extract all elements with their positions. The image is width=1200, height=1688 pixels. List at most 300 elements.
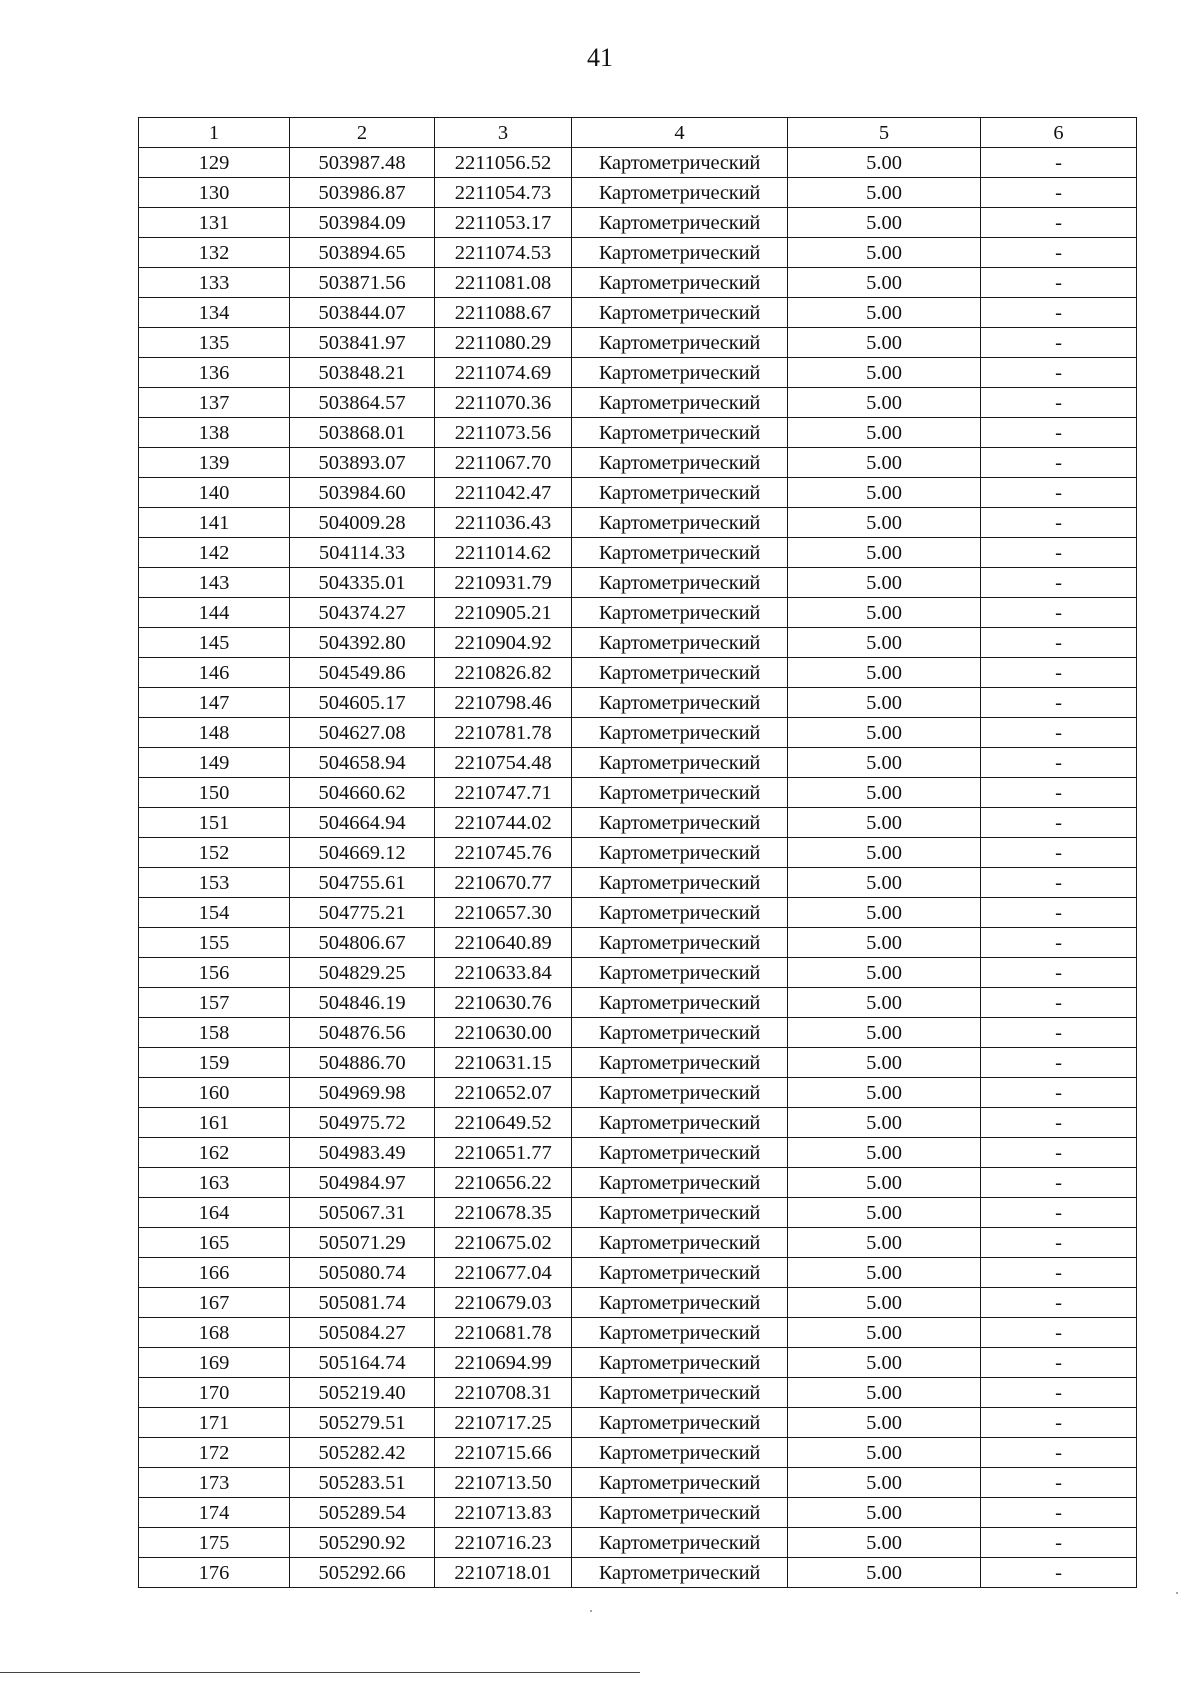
point-number-cell: 137 — [139, 388, 290, 418]
note-cell: - — [981, 628, 1137, 658]
note-cell: - — [981, 1378, 1137, 1408]
point-number-cell: 163 — [139, 1168, 290, 1198]
coordinate-x-cell: 504969.98 — [290, 1078, 435, 1108]
accuracy-cell: 5.00 — [788, 1228, 981, 1258]
coordinate-x-cell: 505219.40 — [290, 1378, 435, 1408]
accuracy-cell: 5.00 — [788, 538, 981, 568]
point-number-cell: 158 — [139, 1018, 290, 1048]
point-number-cell: 165 — [139, 1228, 290, 1258]
point-number-cell: 145 — [139, 628, 290, 658]
coordinate-x-cell: 504627.08 — [290, 718, 435, 748]
accuracy-cell: 5.00 — [788, 1258, 981, 1288]
determination-method-cell: Картометрический — [572, 1108, 788, 1138]
note-cell: - — [981, 328, 1137, 358]
point-number-cell: 140 — [139, 478, 290, 508]
determination-method-cell: Картометрический — [572, 538, 788, 568]
accuracy-cell: 5.00 — [788, 1378, 981, 1408]
table-row — [139, 568, 1137, 598]
accuracy-cell: 5.00 — [788, 238, 981, 268]
note-cell: - — [981, 238, 1137, 268]
determination-method-cell: Картометрический — [572, 298, 788, 328]
coordinate-x-cell: 503894.65 — [290, 238, 435, 268]
determination-method-cell: Картометрический — [572, 598, 788, 628]
note-cell: - — [981, 1018, 1137, 1048]
accuracy-cell: 5.00 — [788, 418, 981, 448]
point-number-cell: 142 — [139, 538, 290, 568]
note-cell: - — [981, 358, 1137, 388]
coordinate-x-cell: 505282.42 — [290, 1438, 435, 1468]
coordinate-y-cell: 2210754.48 — [435, 748, 572, 778]
point-number-cell: 156 — [139, 958, 290, 988]
note-cell: - — [981, 1558, 1137, 1588]
note-cell: - — [981, 1408, 1137, 1438]
point-number-cell: 143 — [139, 568, 290, 598]
point-number-cell: 172 — [139, 1438, 290, 1468]
coordinate-x-cell: 505081.74 — [290, 1288, 435, 1318]
coordinate-y-cell: 2210630.00 — [435, 1018, 572, 1048]
determination-method-cell: Картометрический — [572, 1048, 788, 1078]
table-row — [139, 988, 1137, 1018]
note-cell: - — [981, 418, 1137, 448]
point-number-cell: 134 — [139, 298, 290, 328]
note-cell: - — [981, 148, 1137, 178]
coordinate-x-cell: 504660.62 — [290, 778, 435, 808]
accuracy-cell: 5.00 — [788, 718, 981, 748]
note-cell: - — [981, 568, 1137, 598]
coordinate-y-cell: 2210633.84 — [435, 958, 572, 988]
table-row — [139, 778, 1137, 808]
determination-method-cell: Картометрический — [572, 508, 788, 538]
scan-speck — [590, 1610, 592, 1612]
note-cell: - — [981, 1108, 1137, 1138]
point-number-cell: 144 — [139, 598, 290, 628]
coordinate-y-cell: 2211088.67 — [435, 298, 572, 328]
coordinate-x-cell: 504392.80 — [290, 628, 435, 658]
table-row — [139, 1288, 1137, 1318]
coordinate-x-cell: 504984.97 — [290, 1168, 435, 1198]
coordinate-x-cell: 503841.97 — [290, 328, 435, 358]
coordinate-y-cell: 2210679.03 — [435, 1288, 572, 1318]
accuracy-cell: 5.00 — [788, 928, 981, 958]
point-number-cell: 151 — [139, 808, 290, 838]
table-row — [139, 658, 1137, 688]
coordinate-y-cell: 2210781.78 — [435, 718, 572, 748]
coordinate-x-cell: 504846.19 — [290, 988, 435, 1018]
determination-method-cell: Картометрический — [572, 1498, 788, 1528]
table-row — [139, 868, 1137, 898]
note-cell: - — [981, 808, 1137, 838]
determination-method-cell: Картометрический — [572, 568, 788, 598]
table-row — [139, 1018, 1137, 1048]
coordinate-y-cell: 2211073.56 — [435, 418, 572, 448]
table-row — [139, 1348, 1137, 1378]
table-row — [139, 448, 1137, 478]
coordinate-y-cell: 2211053.17 — [435, 208, 572, 238]
accuracy-cell: 5.00 — [788, 658, 981, 688]
footer-rule — [0, 1672, 640, 1673]
coordinate-y-cell: 2210717.25 — [435, 1408, 572, 1438]
point-number-cell: 147 — [139, 688, 290, 718]
determination-method-cell: Картометрический — [572, 928, 788, 958]
coordinate-y-cell: 2210677.04 — [435, 1258, 572, 1288]
point-number-cell: 130 — [139, 178, 290, 208]
coordinate-y-cell: 2210675.02 — [435, 1228, 572, 1258]
determination-method-cell: Картометрический — [572, 898, 788, 928]
table-row — [139, 748, 1137, 778]
accuracy-cell: 5.00 — [788, 748, 981, 778]
coordinate-x-cell: 504983.49 — [290, 1138, 435, 1168]
point-number-cell: 173 — [139, 1468, 290, 1498]
coordinate-y-cell: 2210826.82 — [435, 658, 572, 688]
determination-method-cell: Картометрический — [572, 358, 788, 388]
note-cell: - — [981, 1348, 1137, 1378]
note-cell: - — [981, 1318, 1137, 1348]
table-row — [139, 928, 1137, 958]
accuracy-cell: 5.00 — [788, 178, 981, 208]
accuracy-cell: 5.00 — [788, 508, 981, 538]
point-number-cell: 175 — [139, 1528, 290, 1558]
header-row — [139, 118, 1137, 148]
table-row — [139, 328, 1137, 358]
point-number-cell: 160 — [139, 1078, 290, 1108]
note-cell: - — [981, 988, 1137, 1018]
point-number-cell: 164 — [139, 1198, 290, 1228]
note-cell: - — [981, 778, 1137, 808]
note-cell: - — [981, 268, 1137, 298]
table-row — [139, 1378, 1137, 1408]
accuracy-cell: 5.00 — [788, 1318, 981, 1348]
point-number-cell: 162 — [139, 1138, 290, 1168]
table-row — [139, 1048, 1137, 1078]
table-row — [139, 268, 1137, 298]
accuracy-cell: 5.00 — [788, 1108, 981, 1138]
coordinate-y-cell: 2210649.52 — [435, 1108, 572, 1138]
accuracy-cell: 5.00 — [788, 448, 981, 478]
point-number-cell: 167 — [139, 1288, 290, 1318]
coordinate-x-cell: 503848.21 — [290, 358, 435, 388]
coordinate-x-cell: 504549.86 — [290, 658, 435, 688]
coordinate-x-cell: 504876.56 — [290, 1018, 435, 1048]
determination-method-cell: Картометрический — [572, 1138, 788, 1168]
coordinate-y-cell: 2210931.79 — [435, 568, 572, 598]
column-header-5: 5 — [788, 118, 981, 148]
determination-method-cell: Картометрический — [572, 418, 788, 448]
determination-method-cell: Картометрический — [572, 1378, 788, 1408]
determination-method-cell: Картометрический — [572, 1198, 788, 1228]
coordinate-x-cell: 503987.48 — [290, 148, 435, 178]
coordinate-x-cell: 504669.12 — [290, 838, 435, 868]
accuracy-cell: 5.00 — [788, 1438, 981, 1468]
determination-method-cell: Картометрический — [572, 808, 788, 838]
column-header-3: 3 — [435, 118, 572, 148]
table-row — [139, 1078, 1137, 1108]
point-number-cell: 150 — [139, 778, 290, 808]
point-number-cell: 176 — [139, 1558, 290, 1588]
table-row — [139, 388, 1137, 418]
point-number-cell: 166 — [139, 1258, 290, 1288]
coordinate-y-cell: 2210713.50 — [435, 1468, 572, 1498]
coordinate-x-cell: 503864.57 — [290, 388, 435, 418]
column-header-2: 2 — [290, 118, 435, 148]
coordinate-x-cell: 503984.60 — [290, 478, 435, 508]
table-row — [139, 1258, 1137, 1288]
coordinate-y-cell: 2210744.02 — [435, 808, 572, 838]
determination-method-cell: Картометрический — [572, 328, 788, 358]
coordinate-y-cell: 2210713.83 — [435, 1498, 572, 1528]
determination-method-cell: Картометрический — [572, 1258, 788, 1288]
determination-method-cell: Картометрический — [572, 1348, 788, 1378]
determination-method-cell: Картометрический — [572, 1528, 788, 1558]
accuracy-cell: 5.00 — [788, 208, 981, 238]
determination-method-cell: Картометрический — [572, 958, 788, 988]
note-cell: - — [981, 178, 1137, 208]
table-row — [139, 178, 1137, 208]
determination-method-cell: Картометрический — [572, 178, 788, 208]
table-row — [139, 208, 1137, 238]
note-cell: - — [981, 1258, 1137, 1288]
note-cell: - — [981, 1078, 1137, 1108]
table-row — [139, 1528, 1137, 1558]
determination-method-cell: Картометрический — [572, 988, 788, 1018]
point-number-cell: 159 — [139, 1048, 290, 1078]
coordinate-y-cell: 2211014.62 — [435, 538, 572, 568]
note-cell: - — [981, 478, 1137, 508]
accuracy-cell: 5.00 — [788, 1018, 981, 1048]
point-number-cell: 153 — [139, 868, 290, 898]
note-cell: - — [981, 1528, 1137, 1558]
determination-method-cell: Картометрический — [572, 658, 788, 688]
note-cell: - — [981, 1438, 1137, 1468]
column-header-1: 1 — [139, 118, 290, 148]
note-cell: - — [981, 868, 1137, 898]
point-number-cell: 146 — [139, 658, 290, 688]
point-number-cell: 135 — [139, 328, 290, 358]
determination-method-cell: Картометрический — [572, 1408, 788, 1438]
coordinate-y-cell: 2210718.01 — [435, 1558, 572, 1588]
table-row — [139, 1468, 1137, 1498]
accuracy-cell: 5.00 — [788, 478, 981, 508]
coordinate-x-cell: 505071.29 — [290, 1228, 435, 1258]
point-number-cell: 139 — [139, 448, 290, 478]
coordinate-x-cell: 503984.09 — [290, 208, 435, 238]
note-cell: - — [981, 1228, 1137, 1258]
table-row — [139, 1108, 1137, 1138]
determination-method-cell: Картометрический — [572, 778, 788, 808]
note-cell: - — [981, 1288, 1137, 1318]
note-cell: - — [981, 208, 1137, 238]
accuracy-cell: 5.00 — [788, 1408, 981, 1438]
coordinate-x-cell: 505164.74 — [290, 1348, 435, 1378]
note-cell: - — [981, 1168, 1137, 1198]
coordinate-y-cell: 2211074.53 — [435, 238, 572, 268]
coordinate-y-cell: 2210798.46 — [435, 688, 572, 718]
column-header-4: 4 — [572, 118, 788, 148]
coordinate-x-cell: 505080.74 — [290, 1258, 435, 1288]
point-number-cell: 141 — [139, 508, 290, 538]
table-row — [139, 1438, 1137, 1468]
point-number-cell: 132 — [139, 238, 290, 268]
determination-method-cell: Картометрический — [572, 628, 788, 658]
note-cell: - — [981, 598, 1137, 628]
coordinate-y-cell: 2211056.52 — [435, 148, 572, 178]
note-cell: - — [981, 658, 1137, 688]
determination-method-cell: Картометрический — [572, 1468, 788, 1498]
coordinate-x-cell: 504755.61 — [290, 868, 435, 898]
coordinate-x-cell: 504374.27 — [290, 598, 435, 628]
table-row — [139, 1498, 1137, 1528]
table-row — [139, 958, 1137, 988]
coordinate-y-cell: 2210716.23 — [435, 1528, 572, 1558]
point-number-cell: 138 — [139, 418, 290, 448]
coordinate-x-cell: 505290.92 — [290, 1528, 435, 1558]
coordinate-x-cell: 505279.51 — [290, 1408, 435, 1438]
determination-method-cell: Картометрический — [572, 748, 788, 778]
determination-method-cell: Картометрический — [572, 1438, 788, 1468]
table-row — [139, 1228, 1137, 1258]
accuracy-cell: 5.00 — [788, 268, 981, 298]
accuracy-cell: 5.00 — [788, 568, 981, 598]
accuracy-cell: 5.00 — [788, 148, 981, 178]
accuracy-cell: 5.00 — [788, 1198, 981, 1228]
table-row — [139, 538, 1137, 568]
table-row — [139, 718, 1137, 748]
point-number-cell: 161 — [139, 1108, 290, 1138]
coordinate-y-cell: 2210657.30 — [435, 898, 572, 928]
coordinate-y-cell: 2210681.78 — [435, 1318, 572, 1348]
coordinate-y-cell: 2210678.35 — [435, 1198, 572, 1228]
determination-method-cell: Картометрический — [572, 448, 788, 478]
determination-method-cell: Картометрический — [572, 1078, 788, 1108]
coordinate-y-cell: 2210651.77 — [435, 1138, 572, 1168]
column-header-6: 6 — [981, 118, 1137, 148]
determination-method-cell: Картометрический — [572, 1018, 788, 1048]
coordinate-y-cell: 2210652.07 — [435, 1078, 572, 1108]
coordinate-y-cell: 2210631.15 — [435, 1048, 572, 1078]
accuracy-cell: 5.00 — [788, 838, 981, 868]
point-number-cell: 133 — [139, 268, 290, 298]
accuracy-cell: 5.00 — [788, 598, 981, 628]
determination-method-cell: Картометрический — [572, 838, 788, 868]
note-cell: - — [981, 538, 1137, 568]
note-cell: - — [981, 688, 1137, 718]
accuracy-cell: 5.00 — [788, 1048, 981, 1078]
coordinate-x-cell: 504829.25 — [290, 958, 435, 988]
table-row — [139, 148, 1137, 178]
determination-method-cell: Картометрический — [572, 388, 788, 418]
coordinate-y-cell: 2210715.66 — [435, 1438, 572, 1468]
note-cell: - — [981, 448, 1137, 478]
note-cell: - — [981, 1468, 1137, 1498]
coordinate-y-cell: 2210640.89 — [435, 928, 572, 958]
accuracy-cell: 5.00 — [788, 298, 981, 328]
table-row — [139, 838, 1137, 868]
accuracy-cell: 5.00 — [788, 1078, 981, 1108]
accuracy-cell: 5.00 — [788, 808, 981, 838]
accuracy-cell: 5.00 — [788, 988, 981, 1018]
coordinate-x-cell: 505289.54 — [290, 1498, 435, 1528]
table-row — [139, 1408, 1137, 1438]
determination-method-cell: Картометрический — [572, 718, 788, 748]
note-cell: - — [981, 958, 1137, 988]
note-cell: - — [981, 748, 1137, 778]
accuracy-cell: 5.00 — [788, 328, 981, 358]
determination-method-cell: Картометрический — [572, 268, 788, 298]
accuracy-cell: 5.00 — [788, 388, 981, 418]
table-row — [139, 478, 1137, 508]
coordinate-x-cell: 504806.67 — [290, 928, 435, 958]
point-number-cell: 148 — [139, 718, 290, 748]
coordinate-y-cell: 2210708.31 — [435, 1378, 572, 1408]
table-body — [139, 148, 1137, 1588]
coordinate-x-cell: 504009.28 — [290, 508, 435, 538]
note-cell: - — [981, 1138, 1137, 1168]
note-cell: - — [981, 898, 1137, 928]
table-row — [139, 688, 1137, 718]
table-row — [139, 298, 1137, 328]
coordinate-x-cell: 505283.51 — [290, 1468, 435, 1498]
note-cell: - — [981, 1048, 1137, 1078]
determination-method-cell: Картометрический — [572, 478, 788, 508]
accuracy-cell: 5.00 — [788, 1168, 981, 1198]
point-number-cell: 149 — [139, 748, 290, 778]
coordinate-y-cell: 2210630.76 — [435, 988, 572, 1018]
accuracy-cell: 5.00 — [788, 1468, 981, 1498]
coordinate-x-cell: 504605.17 — [290, 688, 435, 718]
coordinate-y-cell: 2210745.76 — [435, 838, 572, 868]
coordinate-x-cell: 503868.01 — [290, 418, 435, 448]
accuracy-cell: 5.00 — [788, 628, 981, 658]
coordinate-y-cell: 2211054.73 — [435, 178, 572, 208]
coordinate-x-cell: 503871.56 — [290, 268, 435, 298]
coordinate-y-cell: 2211067.70 — [435, 448, 572, 478]
note-cell: - — [981, 508, 1137, 538]
accuracy-cell: 5.00 — [788, 778, 981, 808]
table-row — [139, 418, 1137, 448]
table-header — [139, 118, 1137, 148]
note-cell: - — [981, 388, 1137, 418]
table-row — [139, 1318, 1137, 1348]
coordinate-x-cell: 503893.07 — [290, 448, 435, 478]
accuracy-cell: 5.00 — [788, 958, 981, 988]
accuracy-cell: 5.00 — [788, 1348, 981, 1378]
coordinate-y-cell: 2210904.92 — [435, 628, 572, 658]
point-number-cell: 136 — [139, 358, 290, 388]
note-cell: - — [981, 718, 1137, 748]
accuracy-cell: 5.00 — [788, 1558, 981, 1588]
coordinate-y-cell: 2210670.77 — [435, 868, 572, 898]
table-row — [139, 1558, 1137, 1588]
determination-method-cell: Картометрический — [572, 208, 788, 238]
point-number-cell: 168 — [139, 1318, 290, 1348]
determination-method-cell: Картометрический — [572, 238, 788, 268]
accuracy-cell: 5.00 — [788, 898, 981, 928]
coordinate-x-cell: 504114.33 — [290, 538, 435, 568]
accuracy-cell: 5.00 — [788, 358, 981, 388]
point-number-cell: 174 — [139, 1498, 290, 1528]
note-cell: - — [981, 1198, 1137, 1228]
note-cell: - — [981, 298, 1137, 328]
determination-method-cell: Картометрический — [572, 1168, 788, 1198]
table-row — [139, 358, 1137, 388]
coordinate-x-cell: 504335.01 — [290, 568, 435, 598]
table-row — [139, 598, 1137, 628]
coordinate-x-cell: 504658.94 — [290, 748, 435, 778]
determination-method-cell: Картометрический — [572, 1228, 788, 1258]
coordinate-y-cell: 2211070.36 — [435, 388, 572, 418]
table-row — [139, 628, 1137, 658]
determination-method-cell: Картометрический — [572, 868, 788, 898]
accuracy-cell: 5.00 — [788, 1288, 981, 1318]
